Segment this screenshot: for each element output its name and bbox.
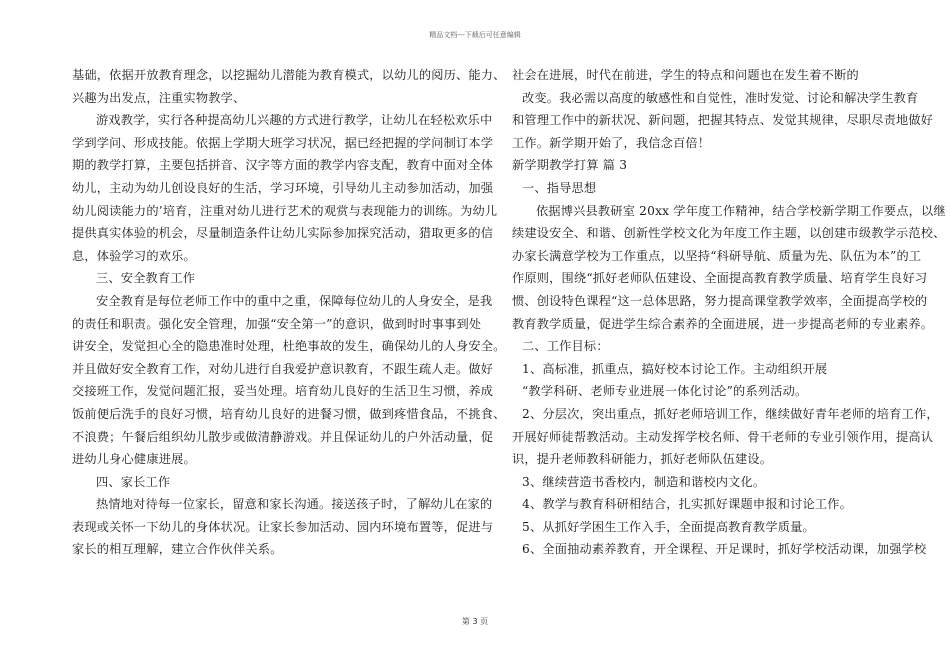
text-line: 改变。我必需以高度的敏感性和自觉性，准时发觉、讨论和解决学生教育 xyxy=(522,90,919,105)
text-line: 社会在进展，时代在前进，学生的特点和问题也在发生着不断的 xyxy=(512,68,859,82)
text-line: 教育教学质量，促进学生综合素养的全面进展，进一步提高老师的专业素养。 xyxy=(512,316,934,331)
text-line: 3、继续营造书香校内，制造和谐校内文化。 xyxy=(522,474,766,489)
text-line: 依据博兴县教研室 20xx 学年度工作精神，结合学校新学期工作要点，以继 xyxy=(536,203,946,218)
text-line: 识，提升老师教科研能力，抓好老师队伍建设。 xyxy=(512,452,773,467)
text-line: 2、分层次，突出重点，抓好老师培训工作，继续做好青年老师的培育工作， xyxy=(522,406,939,421)
left-column xyxy=(72,64,506,561)
text-line: 兴趣为出发点，注重实物教学、 xyxy=(72,90,246,105)
text-line: 提供真实体验的机会，尽量制造条件让幼儿实际参加探究活动，猎取更多的信 xyxy=(72,226,494,241)
text-line: 学到学问、形成技能。依据上学期大班学习状况，据已经把握的学问制订本学 xyxy=(72,135,494,150)
text-line: 息，体验学习的欢乐。 xyxy=(72,248,196,263)
text-line: 续建设安全、和谐、创新性学校文化为年度工作主题，以创建市级教学示范校、 xyxy=(512,226,946,241)
text-line: 家长的相互理解，建立合作伙伴关系。 xyxy=(72,542,283,557)
text-line: 讲安全，发觉担心全的隐患准时处理，杜绝事故的发生，确保幼儿的人身安全。 xyxy=(72,339,506,354)
text-line: 新学期教学打算 篇 3 xyxy=(512,158,628,173)
text-line: 6、全面抽动素养教育，开全课程、开足课时，抓好学校活动课，加强学校 xyxy=(522,542,927,557)
text-line: 不浪费；午餐后组织幼儿散步或做清静游戏。并且保证幼儿的户外活动量，促 xyxy=(72,429,494,444)
text-line: 1、高标准，抓重点，搞好校本讨论工作。主动组织开展 xyxy=(522,361,828,376)
text-line: 三、安全教育工作 xyxy=(96,271,196,286)
text-line: 热情地对待每一位家长，留意和家长沟通。接送孩子时，了解幼儿在家的 xyxy=(96,497,493,512)
text-line: 幼儿，主动为幼儿创设良好的生活，学习环境，引导幼儿主动参加活动，加强 xyxy=(72,180,494,195)
text-line: 二、工作目标： xyxy=(522,339,609,354)
text-line: 一、指导思想 xyxy=(522,180,597,195)
text-line: 并且做好安全教育工作，对幼儿进行自我爱护意识教育，不跟生疏人走。做好 xyxy=(72,361,494,376)
right-column xyxy=(512,64,946,561)
text-line: 基础，依据开放教育理念，以挖掘幼儿潜能为教育模式，以幼儿的阅历、能力、 xyxy=(72,68,506,82)
text-line: 表现或关怀一下幼儿的身体状况。让家长参加活动、园内环境布置等，促进与 xyxy=(72,519,494,534)
text-line: 进幼儿身心健康进展。 xyxy=(72,452,196,467)
text-line: 作原则，围绕“抓好老师队伍建设、全面提高教育教学质量、培育学生良好习 xyxy=(512,271,928,286)
text-line: “教学科研、老师专业进展一体化讨论”的系列活动。 xyxy=(522,384,808,399)
text-line: 工作。新学期开始了，我信念百倍！ xyxy=(512,135,711,150)
text-line: 办家长满意学校为工作重点，以坚持“科研导航、质量为先、队伍为本”的工 xyxy=(512,248,922,263)
text-line: 期的教学打算，主要包括拼音、汉字等方面的教学内容支配，教育中面对全体 xyxy=(72,158,494,173)
text-line: 四、家长工作 xyxy=(96,474,171,489)
text-line: 开展好师徒帮教活动。主动发挥学校名师、骨干老师的专业引领作用，提高认 xyxy=(512,429,934,444)
text-line: 和管理工作中的新状况、新问题，把握其特点、发觉其规律，尽职尽责地做好 xyxy=(512,113,934,128)
text-line: 交接班工作，发觉问题汇报，妥当处理。培育幼儿良好的生活卫生习惯，养成 xyxy=(72,384,494,399)
text-line: 饭前便后洗手的良好习惯，培育幼儿良好的进餐习惯，做到疼惜食品，不挑食、 xyxy=(72,406,506,421)
text-line: 4、教学与教育科研相结合，扎实抓好课题申报和讨论工作。 xyxy=(522,497,853,512)
text-line: 惯、创设特色课程“这一总体思路，努力提高课堂教学效率，全面提高学校的 xyxy=(512,293,928,308)
page-header: 精品文档---下载后可任意编辑 xyxy=(429,31,521,39)
text-line: 幼儿阅读能力的’培育，注重对幼儿进行艺术的观赏与表现能力的训练。为幼儿 xyxy=(72,203,498,218)
text-line: 的责任和职责。强化安全管理，加强“安全第一”的意识，做到时时事事到处 xyxy=(72,316,482,331)
text-line: 5、从抓好学困生工作入手，全面提高教育教学质量。 xyxy=(522,519,815,534)
page-number: 第 3 页 xyxy=(461,617,489,626)
text-line: 游戏教学，实行各种提高幼儿兴趣的方式进行教学，让幼儿在轻松欢乐中 xyxy=(96,113,493,128)
text-line: 安全教育是每位老师工作中的重中之重，保障每位幼儿的人身安全，是我 xyxy=(96,293,493,308)
